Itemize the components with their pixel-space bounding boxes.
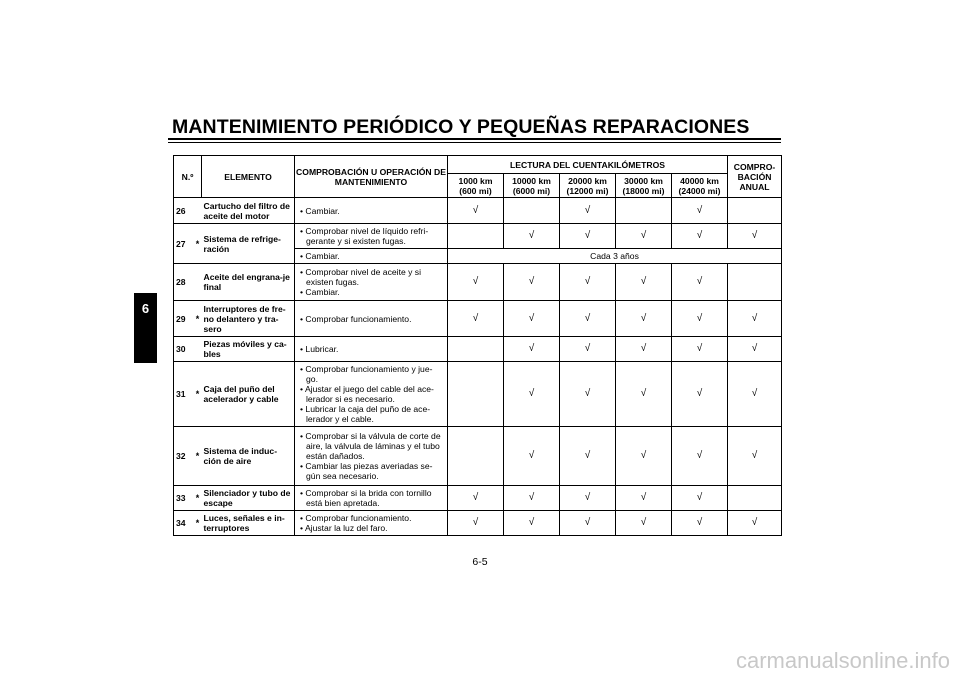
table-row	[174, 224, 782, 249]
row-operation	[295, 486, 448, 511]
check-cell: √	[448, 486, 504, 511]
row-element: Sistema de induc-ción de aire	[202, 427, 295, 486]
check-cell	[448, 224, 504, 249]
row-asterisk	[194, 337, 202, 362]
interval-km: 40000 km	[680, 175, 719, 186]
check-cell: √	[616, 301, 672, 337]
check-cell: √	[672, 486, 728, 511]
operation-item: • Lubricar la caja del puño de ace-lerador y el cable.	[298, 404, 444, 424]
table-row	[174, 486, 782, 511]
check-cell: √	[560, 486, 616, 511]
check-cell: √	[560, 264, 616, 301]
check-cell	[728, 486, 782, 511]
check-cell: √	[504, 362, 560, 427]
check-cell: √	[448, 511, 504, 536]
interval-km: 20000 km	[568, 175, 607, 186]
interval-mi: (18000 mi)	[622, 185, 665, 196]
interval-km: 30000 km	[624, 175, 663, 186]
check-cell: √	[448, 301, 504, 337]
header-interval	[560, 174, 616, 198]
interval-mi: (12000 mi)	[566, 185, 609, 196]
check-cell: √	[672, 427, 728, 486]
check-cell: √	[504, 224, 560, 249]
check-cell: √	[672, 224, 728, 249]
operation-item: • Ajustar la luz del faro.	[298, 523, 444, 533]
operation-item: • Lubricar.	[298, 344, 444, 354]
table-row	[174, 337, 782, 362]
check-cell: √	[616, 337, 672, 362]
title-rule-thin	[168, 142, 781, 143]
operation-item: • Comprobar si la brida con tornillo está bien apretada.	[298, 488, 444, 508]
operation-item: • Comprobar funcionamiento.	[298, 314, 444, 324]
row-asterisk	[194, 264, 202, 301]
check-cell: √	[616, 224, 672, 249]
check-cell: √	[504, 511, 560, 536]
row-operation	[295, 198, 448, 224]
check-cell	[448, 362, 504, 427]
check-cell: √	[672, 362, 728, 427]
operation-item: • Comprobar nivel de líquido refri-gerante y si existen fugas.	[298, 226, 444, 246]
row-number: 28	[174, 264, 194, 301]
header-interval	[672, 174, 728, 198]
table-row	[174, 198, 782, 224]
interval-mi: (6000 mi)	[512, 185, 551, 196]
check-cell: √	[560, 198, 616, 224]
row-number: 29	[174, 301, 194, 337]
operation-item: • Cambiar.	[298, 287, 444, 297]
watermark: carmanualsonline.info	[735, 648, 950, 673]
row-number: 30	[174, 337, 194, 362]
table-row	[174, 427, 782, 486]
operation-item: • Comprobar funcionamiento y jue-go.	[298, 364, 444, 384]
check-cell: √	[616, 486, 672, 511]
check-cell: √	[448, 264, 504, 301]
row-operation	[295, 427, 448, 486]
check-cell: √	[616, 427, 672, 486]
row-element: Sistema de refrige-ración	[202, 224, 295, 264]
check-cell	[504, 198, 560, 224]
header-interval	[616, 174, 672, 198]
page-number: 6-5	[472, 556, 488, 568]
row-element: Luces, señales e in-terruptores	[202, 511, 295, 536]
header-interval	[448, 174, 504, 198]
row-operation	[295, 362, 448, 427]
operation-item: • Cambiar.	[298, 251, 444, 261]
check-cell: √	[672, 511, 728, 536]
row-asterisk	[194, 198, 202, 224]
check-cell: √	[672, 337, 728, 362]
row-asterisk: *	[194, 511, 202, 536]
check-cell: √	[560, 301, 616, 337]
interval-km: 1000 km	[458, 175, 493, 186]
check-cell: √	[616, 511, 672, 536]
row-operation	[295, 337, 448, 362]
check-cell: √	[672, 301, 728, 337]
row-asterisk: *	[194, 362, 202, 427]
title-rule	[168, 138, 781, 140]
check-cell: √	[728, 427, 782, 486]
check-cell: √	[728, 337, 782, 362]
row-element: Caja del puño del acelerador y cable	[202, 362, 295, 427]
section-tab: 6	[134, 293, 157, 363]
check-cell	[448, 427, 504, 486]
check-cell: √	[616, 264, 672, 301]
check-cell: √	[504, 337, 560, 362]
row-element: Silenciador y tubo de escape	[202, 486, 295, 511]
operation-item: • Comprobar si la válvula de corte de aire, la válvula de láminas y el tubo están dañados.	[298, 431, 444, 461]
row-asterisk: *	[194, 427, 202, 486]
row-operation	[295, 224, 448, 249]
interval-mi: (24000 mi)	[678, 185, 721, 196]
row-number: 31	[174, 362, 194, 427]
row-element: Piezas móviles y ca-bles	[202, 337, 295, 362]
operation-item: • Cambiar.	[298, 206, 444, 216]
check-cell: √	[728, 301, 782, 337]
table-row	[174, 511, 782, 536]
check-cell: √	[504, 427, 560, 486]
check-cell: √	[560, 362, 616, 427]
row-operation	[295, 301, 448, 337]
check-cell	[728, 198, 782, 224]
row-operation	[295, 511, 448, 536]
row-asterisk: *	[194, 224, 202, 264]
row-number: 33	[174, 486, 194, 511]
check-cell: √	[672, 198, 728, 224]
check-cell	[728, 264, 782, 301]
row-number: 26	[174, 198, 194, 224]
check-cell: √	[560, 511, 616, 536]
check-cell: √	[616, 362, 672, 427]
row-element: Aceite del engrana-je final	[202, 264, 295, 301]
header-annual: COMPRO-BACIÓN ANUAL	[728, 156, 782, 198]
maintenance-table	[173, 155, 782, 536]
row-asterisk: *	[194, 301, 202, 337]
header-odometer: LECTURA DEL CUENTAKILÓMETROS	[448, 156, 728, 174]
check-cell	[448, 337, 504, 362]
page-title: MANTENIMIENTO PERIÓDICO Y PEQUEÑAS REPARACIONES	[172, 116, 750, 138]
row-element: Cartucho del filtro de aceite del motor	[202, 198, 295, 224]
check-cell: √	[504, 486, 560, 511]
header-operation: COMPROBACIÓN U OPERACIÓN DE MANTENIMIENTO	[295, 156, 448, 198]
check-cell: √	[728, 511, 782, 536]
check-cell: √	[504, 264, 560, 301]
interval-mi: (600 mi)	[459, 185, 492, 196]
check-cell: √	[728, 362, 782, 427]
row-operation	[295, 264, 448, 301]
check-cell	[616, 198, 672, 224]
row-number: 27	[174, 224, 194, 264]
header-no: N.º	[174, 156, 202, 198]
check-cell: √	[560, 427, 616, 486]
table-row	[174, 362, 782, 427]
header-element: ELEMENTO	[202, 156, 295, 198]
row-operation	[295, 249, 448, 264]
operation-item: • Comprobar nivel de aceite y si existen fugas.	[298, 267, 444, 287]
check-cell: √	[504, 301, 560, 337]
operation-item: • Comprobar funcionamiento.	[298, 513, 444, 523]
row-number: 34	[174, 511, 194, 536]
check-cell: √	[448, 198, 504, 224]
header-interval	[504, 174, 560, 198]
row-number: 32	[174, 427, 194, 486]
operation-item: • Ajustar el juego del cable del ace-lerador si es necesario.	[298, 384, 444, 404]
check-cell: √	[672, 264, 728, 301]
table-row	[174, 301, 782, 337]
check-cell: √	[560, 224, 616, 249]
row-element: Interruptores de fre-no delantero y tra-sero	[202, 301, 295, 337]
row-asterisk: *	[194, 486, 202, 511]
table-row	[174, 264, 782, 301]
check-cell: √	[560, 337, 616, 362]
check-cell: √	[728, 224, 782, 249]
interval-span: Cada 3 años	[448, 249, 782, 264]
operation-item: • Cambiar las piezas averiadas se-gún sea necesario.	[298, 461, 444, 481]
interval-km: 10000 km	[512, 175, 551, 186]
